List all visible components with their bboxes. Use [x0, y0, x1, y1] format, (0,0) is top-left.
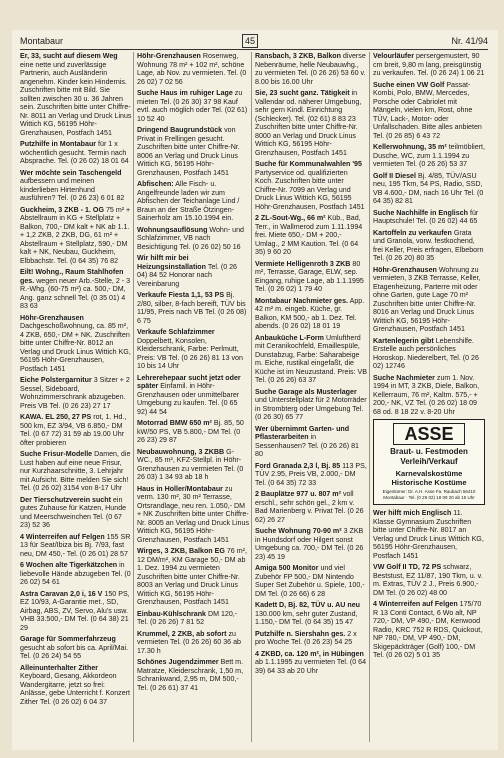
ad-body: voll erschl., sehr schön gel., 2 km v. Bad Marienberg v. Privat Tel. (0 26 62) 26 27: [255, 490, 364, 524]
ad-headline: Golf II Diesel: [373, 171, 416, 180]
ad-body: DM 120,- Tel. (0 26 26) 7 81 52: [137, 609, 238, 626]
classified-ad: [20, 314, 132, 374]
classified-ad: [137, 658, 249, 692]
ad-headline: Guckheim, 3 ZKB - 1. OG: [20, 205, 104, 214]
ad-headline: Anbauküche L-Form: [255, 333, 324, 342]
ad-headline: Einbau-Kühlschrank: [137, 609, 206, 618]
display-ad-box: [373, 419, 485, 505]
classified-ad: [255, 297, 367, 331]
ad-headline: Montabaur Nachmieter ges.: [255, 296, 349, 305]
ad-footer: Eigentümer: Dr. A.H. Asse Fa. Raubach 56410 Montabaur · Tel. (0 26 02) 18 09 20 ab 15 Uhr: [382, 489, 476, 500]
ad-headline: Suche Nachhilfe in Englisch: [373, 208, 468, 217]
column-divider: [251, 52, 252, 742]
ad-headline: Verkaufe Schlafzimmer: [137, 328, 215, 336]
ad-body: 75 m² + Abstellraum in KG + Stellplatz + Balkon, 700,- DM kalt + NK ab 1.1. + 1,2 ZKB, 2 ZKB, DG, 61 m² + Abstellraum + Stellplatz, 590,- DM kalt + NK, Neubau, Guckheim, Elbbachstr. Tel. (0 64 35) 76 82: [20, 205, 131, 265]
ad-headline: Wer hilft mich Englisch: [373, 509, 452, 517]
ad-headline: Suche Frisur-Modelle: [20, 450, 93, 458]
ad-body: für Hauptschule! Tel. (0 26 02) 44 65: [373, 208, 479, 225]
ad-body: 3 Sitzer + 2 Sessel, Sideboard, Wohnzimmerschrank abzugeben. Preis VB Tel. (0 26 23) 27 17: [20, 376, 130, 410]
ad-headline: Wirges, 3 ZKB, Balkon EG: [137, 547, 225, 555]
classified-ad: [137, 180, 249, 223]
ad-body: teilmöbliert, Dusche, WC, zum 1.1.1994 zu vermieten Tel. (0 26 26) 53 37: [373, 143, 485, 168]
classified-ad: [137, 254, 249, 288]
ad-headline: Suche Nachmieter: [373, 373, 435, 382]
ad-headline: Krummel, 2 ZKB, ab sofort: [137, 629, 227, 638]
ad-body: eine nette und zuverlässige Partnerin, auch Ausländerin angenehm. Kinder kein Hindernis. Zuschriften bitte mit Bild. Sie sollten zwischen 30 u. 36 Jahren sein. Zuschriften bitte unter Chiffre-Nr. 8011 an Verlag und Druck Linus Wittich KG, 56195 Höhr-Grenzhausen, Postfach 1451: [20, 60, 132, 137]
ad-headline: Suche Garage als Musterlager: [255, 387, 357, 396]
classifieds-column-4: [373, 52, 485, 742]
ad-body: Alle Fisch- u. Angelfreunde laden wir zum Abfischen der Teichanlage Lind / Braun an der Straße Ötzingen-Sainerholz am 15.10.1994 ein.: [137, 180, 240, 222]
ad-headline: Dringend Baugrundstück: [137, 126, 223, 134]
classified-ad: [137, 547, 249, 607]
classified-ad: [373, 509, 485, 560]
classified-ad: [373, 209, 485, 226]
ad-body: Lebenshilfe. Erstelle auch persönliches Horoskop. Niederelbert, Tel. (0 26 02) 12746: [373, 336, 479, 370]
ad-body: 11. Klasse Gymnasium Zuschriften bitte unter Chiffre-Nr. 8017 an Verlag und Druck Linus Wittich KG, 56195 Höhr-Grenzhausen, Postfach 1451: [373, 509, 484, 560]
ad-body: App. 42 m² m. eingeb. Küche, gr. Balkon, KM 500,- ab 1. Dez. Tel. abends. (0 26 02) 18 01 19: [255, 296, 365, 330]
ad-body: Bj. 2/80, silber, 8-fach bereift, TÜV bis 11/95, Preis nach VB Tel. (0 26 08) 6 75: [137, 291, 247, 325]
ad-headline: 2 Bauplätze 977 u. 807 m²: [255, 490, 341, 498]
ad-body: Doppelbett, Konsolen, Kleiderschrank, Farbe: Perlmutt, Preis: VB Tel. (0 26 26) 81 13 von 10 bis 14 Uhr: [137, 336, 243, 370]
ad-headline: VW Golf II TD, 72 PS: [373, 563, 442, 571]
ad-body: 150 PS, EZ 10/93, A-Garantie met., SD, Airbag, ABS, ZV, Servo, Alu's usw. VHB 33.500,- DM Tel. (0 64 38) 21 29: [20, 589, 130, 632]
ad-body: G-WC., 85 m², KFZ-Stellpl. in Höhr-Grenzhausen zu vermieten Tel. (0 26 03) 1 34 93 ab 18 h: [137, 447, 244, 481]
classifieds-column-3: [255, 52, 367, 742]
classified-ad: [255, 527, 367, 561]
ad-headline: Er, 33, sucht auf diesem Weg: [20, 52, 118, 60]
ad-headline: KAWA. EL 250, 27 PS: [20, 413, 92, 421]
ad-headline: Haus in Holler/Montabaur: [137, 484, 223, 493]
classified-ad: [373, 266, 485, 334]
ad-headline: Der Tierschutzverein sucht: [20, 495, 111, 504]
ad-headline: 4 ZKBD, ca. 120 m², in Hübingen: [255, 649, 364, 658]
newspaper-page: [12, 30, 498, 750]
ad-body: in Sessenhausen? Tel. (0 26 26) 81 80: [255, 433, 359, 458]
ad-headline: Lehrerehepaar sucht jetzt oder später: [137, 373, 241, 390]
ad-body: Bett m. Matratze, Kleiderschrank, 1,50 m, Schrankwand, 2,95 m, DM 500,- Tel. (0 26 61) 37 41: [137, 658, 244, 692]
classified-ad: [373, 52, 485, 78]
ad-headline: Wohnungsauflösung: [137, 225, 208, 234]
classified-ad: [20, 52, 132, 137]
ad-text: Karnevalskostüme Historische Kostüme: [391, 469, 467, 487]
classified-ad: [255, 490, 367, 524]
ad-headline: Garage für Sommerfahrzeug: [20, 635, 116, 643]
classified-ad: [255, 462, 367, 488]
classifieds-column-1: [20, 52, 132, 742]
classified-ad: [137, 52, 249, 86]
classified-ad: [255, 334, 367, 385]
classified-ad: [137, 291, 249, 325]
classified-ad: [137, 485, 249, 545]
classified-ad: [137, 630, 249, 656]
classified-ad: [20, 268, 132, 311]
ad-headline: Putzhilfe in Montabaur: [20, 140, 97, 148]
ad-headline: Abfischen:: [137, 180, 174, 188]
classified-ad: [373, 374, 485, 417]
classified-ad: [255, 160, 367, 211]
header-rule: [20, 49, 488, 50]
ad-headline: Vermiete Helligenroth 3 ZKB: [255, 259, 351, 268]
classified-ad: [255, 52, 367, 86]
ad-headline: Eilt! Wohng., Raum Stahlhofen ges.: [20, 268, 124, 285]
ad-headline: 6 Wochen alte Tigerkätzchen: [20, 561, 118, 569]
ad-headline: Suche einen VW Golf: [373, 80, 445, 89]
classified-ad: [20, 664, 132, 707]
classified-ad: [255, 564, 367, 598]
ad-headline: Astra Caravan 2,0 i, 16 V: [20, 589, 103, 598]
classified-ad: [20, 376, 132, 410]
classified-ad: [137, 328, 249, 371]
classified-ad: [20, 533, 132, 559]
page-header: [20, 34, 488, 48]
classified-ad: [20, 140, 132, 166]
ad-body: rot, 1. Hd., 500 km, EZ 3/94, VB 6.850,- DM Tel. (0 67 72) 31 59 ab 19.00 Uhr öfter probieren: [20, 413, 127, 447]
ad-body: Einfamil. in Höhr-Grenzhausen oder unmittelbarer Umgebung zu kaufen. Tel. (0 65 92) 44 54: [137, 382, 240, 416]
ad-headline: Wir hilft mir bei Heizungsinstallation: [137, 254, 206, 271]
ad-headline: Eiche Polstergarnitur: [20, 376, 92, 384]
ad-body: für 1 x wöchentlich gesucht. Termin nach Absprache. Tel. (0 26 02) 18 01 64: [20, 140, 129, 165]
ad-headline: Kadett D, Bj. 82, TÜV u. AU neu: [255, 601, 360, 609]
classified-ad: [255, 630, 367, 647]
ad-body: zu mieten Tel. (0 26 30) 37 98 Kauf evtl. auch möglich oder Tel. (02 61) 10 52 40: [137, 89, 248, 123]
ad-body: Dachgeschoßwohnung, ca. 85 m², 4 ZKB, 650,- DM + NK. Zuschriften bitte unter Chiffre-Nr. 8012 an Verlag und Druck Linus Wittich KG, 56195 Höhr-Grenzhausen, Postfach 1451: [20, 322, 131, 373]
ad-headline: Suche Wohnung 70-90 m²: [255, 527, 342, 535]
classified-ad: [137, 226, 249, 252]
classified-ad: [255, 260, 367, 294]
classified-ad: [137, 610, 249, 627]
ad-body: 155 SR 13 für Seat/Ibiza bis Bj. 7/93, fast neu, DM 450,- Tel. (0 26 01) 28 57: [20, 532, 131, 558]
header-town: Montabaur: [20, 36, 64, 46]
ad-headline: Suche Haus im ruhiger Lage: [137, 89, 233, 97]
classified-ad: [137, 419, 249, 445]
ad-body: Keyboard, Gesang, Akkordeon Wandergitarre, jetzt so frei: Anlässe, gebe Unterricht f. Konzert Zither Tel. (0 26 02) 6 04 37: [20, 672, 131, 706]
ad-headline: Höhr-Grenzhausen: [137, 52, 201, 60]
ad-headline: Neubauwohnung, 3 ZKBB: [137, 447, 225, 456]
classified-ad: [255, 601, 367, 627]
ad-body: 130.000 km, sehr guter Zustand, 1.150,- DM Tel. (0 64 35) 15 47: [255, 609, 358, 626]
ad-subtitle: Braut- u. Festmoden Verleih/Verkauf: [390, 447, 468, 466]
classified-ad: [137, 126, 249, 177]
ad-body: Damen, die Lust haben auf eine neue Frisur, nur Kurzhaarschnitte, 3. Lehrjahr mit Aufsicht. Bitte melden Sie sich! Tel. (0 26 02) 3154 von 8-17 Uhr: [20, 450, 131, 492]
classified-ad: [20, 413, 132, 447]
ad-headline: Kartenlegerin gibt: [373, 336, 434, 345]
classified-ad: [255, 388, 367, 422]
ad-body: von Privat in Frellingen gesucht. Zuschriften bitte unter Chiffre-Nr. 8006 an Verlag und Druck Linus Wittich KG, 56195 Höhr-Grenzhausen, Postfach 1451: [137, 126, 240, 177]
classified-ad: [373, 81, 485, 141]
classified-ad: [20, 590, 132, 633]
ad-body: 3 ZKB in Hundsdorf oder Hilgert sonst Umgebung ca. 700,- DM Tel. (0 26 23) 45 19: [255, 527, 364, 561]
classified-ad: [20, 450, 132, 493]
ad-body: persergemustert, 90 cm breit, 9,80 m lang, preisgünstig zu verkaufen. Tel. (0 26 24) 1 06 21: [373, 52, 485, 77]
column-divider: [133, 52, 134, 742]
ad-headline: Höhr-Grenzhausen: [373, 265, 437, 274]
ad-body: ein gutes Zuhause für Katzen, Hunde und Meerschweinchen Tel. (0 67 23) 52 36: [20, 495, 127, 529]
classifieds-column-2: [137, 52, 249, 742]
ad-body: zu vermieten Tel. (0 26 26) 60 36 ab 17.30 h: [137, 629, 241, 655]
classified-ad: [373, 172, 485, 206]
ad-body: zum 1. Nov. 1994 in MT, 3 ZKB, Diele, Balkon, Kellerraum, 76 m², Kaltm. 575,- + 200,- NK, VZ Tel. (0 26 02) 18 09 68 od. 8 18 22 v. 8-20 Uhr: [373, 373, 480, 416]
ad-headline: Suche für Kommunalwahlen '95: [255, 160, 362, 168]
classified-ad: [20, 169, 132, 203]
ad-body: in liebevolle Hände abzugeben Tel. (0 26 02) 54 61: [20, 561, 131, 586]
ad-body: in Vallendar od. näherer Umgebung, sehr gern Kindl. Einrichtung (Schlecker). Tel. (02 61) 8 83 23 Zuschriften bitte unter Chiffre-Nr. 8000 an Verlag und Druck Linus Wittich KG, 56195 Höhr-Grenzhausen, Postfach 1451: [255, 89, 362, 157]
ad-brand: ASSE: [393, 423, 464, 445]
column-divider: [369, 52, 370, 742]
ad-body: Partyservice od. qualifizierten Koch. Zuschriften bitte unter Chiffre-Nr. 7099 an Verlag und Druck Linus Wittich KG, 56195 Höhr-Grenzhausen, Postfach 1451: [255, 168, 365, 211]
ad-body: 175/70 R 13 Conti Contact, 6 Wo alt, NP 720,- DM, VP 490,- DM, Kenwood Radio, KRC 752 R RDS, Quickout, NP 780,- DM, VP 490,- DM, Skigepäckträger (Golf) 100,- DM Tel. (0 26 02) 5 01 35: [373, 600, 483, 659]
ad-body: 80 m², Terrasse, Garage, ELW, sep. Eingang, ruhige Lage, ab 1.1.1995 Tel. (0 26 02) 1 79 40: [255, 259, 364, 293]
ad-body: Wohnung zu vermieten, 3 ZKB Terrasse, Keller, Etagenheizung, Parterre mit oder ohne Garten, gute Lage 70 m² Zuschriften bitte unter Chiffre-Nr. 8016 an Verlag und Druck Linus Wittich KG, 56195 Höhr-Grenzhausen, Postfach 1451: [373, 265, 481, 333]
ad-headline: Ford Granada 2,3 l, Bj. 85: [255, 461, 341, 470]
ad-headline: Kartoffeln zu verkaufen: [373, 228, 452, 237]
classified-ad: [255, 89, 367, 157]
ad-headline: 4 Winterreifen auf Felgen: [20, 532, 105, 541]
classified-ad: [255, 425, 367, 459]
classified-ad: [20, 635, 132, 661]
classified-ad: [373, 143, 485, 169]
classified-ad: [373, 337, 485, 371]
ad-body: Küb., Bad, Terr., in Wallmerod zum 1.11.1994 frei. Miete 650,- DM + 200,- Umlag., 2 MM Kaution. Tel. (0 64 35) 9 60 20: [255, 214, 363, 256]
classified-ad: [137, 448, 249, 482]
ad-headline: Schönes Jugendzimmer: [137, 658, 219, 666]
ad-body: Umluftherd mit Ceranikochfeld, Emaillespüle, Dunstabzug, Farbe: Saharabeige m. Eiche, rustikal eingefaßt, die Küche ist im Neuzustand. Preis: VB Tel. (0 26 26) 63 37: [255, 333, 367, 384]
ad-body: und viel Zubehör FP 500,- DM Nintendo Super Set Zubehör u. Spiele, 100,- DM Tel. (0 26 66) 6 28: [255, 564, 365, 598]
ad-headline: Kellerwohnung, 35 m²: [373, 143, 447, 151]
classified-ad: [20, 496, 132, 530]
ad-headline: Motorrad BMW 650 m²: [137, 419, 212, 427]
ad-body: gesucht ab sofort bis ca. April/Mai. Tel. (0 26 24) 54 55: [20, 643, 129, 660]
ad-body: Rosenweg, Wohnung 78 m² + 102 m², schöne Lage, ab Nov. zu vermieten. Tel. (0 26 02) 7 02 56: [137, 52, 247, 86]
classified-ad: [137, 89, 249, 123]
ad-body: zu verm. 130 m², 30 m² Terrasse, Ortsrandlage, neu ren. 1.050,- DM + NK Zuschriften bitte unter Chiffre-Nr. 8005 an Verlag und Druck Linus Wittich KG, 56195 Höhr-Grenzhausen, Postfach 1451: [137, 484, 249, 544]
ad-headline: Alleinunterhalter Zither: [20, 663, 99, 672]
ad-headline: Verkaufe Fiesta 1,1, 53 PS: [137, 291, 225, 299]
ad-body: 76 m², 12 DM/m², KM Garage 50,- DM ab 1. Dez. 1994 zu vermieten Zuschriften bitte unter Chiffre-Nr. 8003 an Verlag und Druck Linus Wittich KG, 56195 Höhr-Grenzhausen, Postfach 1451: [137, 547, 247, 606]
classified-ad: [255, 214, 367, 257]
ad-body: Grata und Granola, vorw. festkochend, frei Keller, Preis erfragen, Elbeborn Tel. (0 26 20) 80 35: [373, 228, 484, 262]
ad-body: Bj. 85, 50 kW/50 PS, VB 5.800,- DM Tel. (0 26 23) 29 87: [137, 419, 244, 444]
ad-headline: 4 Winterreifen auf Felgen: [373, 600, 458, 608]
issue-number: Nr. 41/94: [451, 36, 488, 46]
classified-ad: [255, 650, 367, 676]
ad-body: wegen neuer Arb.-Stelle, 2 - 3 R.-Whg. (60-75 m²) ca. 500,- DM, Ang. ganz schnell Tel. (0 35 01) 4 83 63: [20, 276, 131, 310]
ad-headline: Putzhilfe n. Siershahn ges.: [255, 629, 346, 638]
classified-ad: [137, 374, 249, 417]
ad-headline: 2 ZL-Sout-Wg., 66 m²: [255, 214, 326, 222]
classified-ad: [20, 206, 132, 266]
ad-body: ab 1.1.1995 zu vermieten Tel. (0 64 39) 64 33 ab 20 Uhr: [255, 658, 367, 675]
ad-headline: Wer übernimmt Garten- und Pflasterarbeiten: [255, 424, 350, 441]
ad-body: diverse Nebenräume, helle Neubauwhg., zu vermieten Tel. (0 26 26) 53 60 v. 8.00 bis 16.00 Uhr: [255, 52, 366, 86]
ad-headline: Amiga 500 Monitor: [255, 564, 319, 572]
classified-ad: [20, 561, 132, 587]
classified-ad: [373, 563, 485, 597]
ad-headline: Sie, 23 sucht ganz. Tätigkeit: [255, 89, 350, 97]
ad-headline: Wer möchte sein Taschengeld: [20, 168, 122, 177]
ad-body: aufbessern und meinen kinderlieben Hirtenhund ausführen? Tel. (0 26 23) 6 01 82: [20, 177, 125, 202]
ad-headline: Höhr-Grenzhausen: [20, 313, 84, 322]
ad-body: 2 x pro Woche Tel. (0 26 23) 54 25: [255, 629, 357, 646]
ad-body: und Unterstellplatz für 2 Motorräder in Strombterg oder Umgebung Tel. (0 26 30) 65 77: [255, 396, 367, 421]
ad-body: Tel. (0 26 04) 84 52 Honorar nach Vereinbarung: [137, 262, 238, 288]
ad-body: Wohn- und Schlafzimmer, VB nach Besichtigung Tel. (0 26 02) 50 16: [137, 225, 244, 251]
ad-headline: Ransbach, 3 ZKB, Balkon: [255, 52, 341, 60]
ad-headline: Velourläufer: [373, 52, 414, 60]
ad-body: Bj. 4/85, TÜV/ASU neu, 195 Tkm, 54 PS, Radio, SSD, VB 4.600,- DM, nach 16 Uhr Tel. (0 64 35) 82 81: [373, 171, 484, 205]
classified-ad: [373, 600, 485, 660]
ad-body: Passat-Kombi, Polo, BMW, Mercedes, Porsche oder Cabriolet mit Mängeln, vielen km, Rost, ohne TÜV, Lack-, Motor- oder Unfallschaden. Bitte alles anbieten Tel. (0 26 85) 6 43 72: [373, 80, 482, 140]
ad-body: schwarz, Beststust, EZ 11/87, 190 Tkm, u. v. m. Extras, TÜV 2 J., Preis 6.900,- DM Tel. (0 26 02) 48 00: [373, 563, 483, 597]
ad-body: 113 PS, TÜV 2.95, Preis VB, 2.000,- DM Tel. (0 64 35) 72 33: [255, 461, 367, 487]
page-number: 45: [242, 34, 258, 48]
classified-ad: [373, 229, 485, 263]
